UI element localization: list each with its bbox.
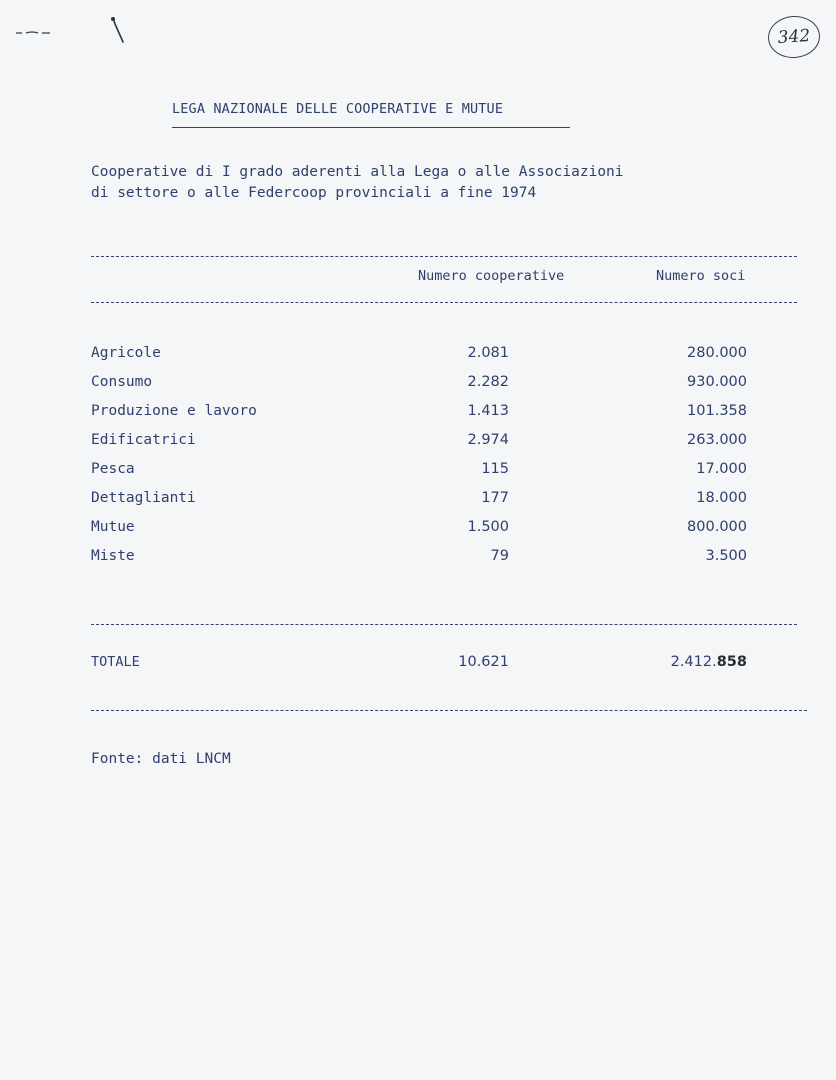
row-soci-count: 263.000 <box>687 432 747 448</box>
row-label: Consumo <box>91 374 153 390</box>
page-number-stamp: 342 <box>767 14 822 60</box>
total-row <box>91 654 791 676</box>
table-row <box>91 403 791 425</box>
total-soci-typed: 2.412. <box>670 654 717 670</box>
row-soci-count: 17.000 <box>696 461 747 477</box>
row-cooperative-count: 2.081 <box>467 345 509 361</box>
row-label: Agricole <box>91 345 161 361</box>
table-row <box>91 374 791 396</box>
row-label: Edificatrici <box>91 432 196 448</box>
row-cooperative-count: 1.413 <box>467 403 509 419</box>
table-row <box>91 548 791 570</box>
header-bottom-rule <box>91 302 797 303</box>
caption-line-2: di settore o alle Federcoop provinciali a fine 1974 <box>91 185 537 201</box>
row-cooperative-count: 177 <box>481 490 509 506</box>
row-label: Pesca <box>91 461 135 477</box>
row-soci-count: 101.358 <box>687 403 747 419</box>
row-cooperative-count: 1.500 <box>467 519 509 535</box>
table-row <box>91 461 791 483</box>
row-cooperative-count: 79 <box>490 548 509 564</box>
total-label: TOTALE <box>91 654 140 670</box>
title-underline <box>172 127 570 128</box>
row-label: Mutue <box>91 519 135 535</box>
column-header-cooperative: Numero cooperative <box>418 268 565 284</box>
source-note: Fonte: dati LNCM <box>91 751 231 767</box>
total-cooperative-count: 10.621 <box>458 654 509 670</box>
row-soci-count: 800.000 <box>687 519 747 535</box>
row-cooperative-count: 115 <box>481 461 509 477</box>
total-top-rule <box>91 624 797 625</box>
row-soci-count: 18.000 <box>696 490 747 506</box>
margin-mark-icon <box>14 30 54 36</box>
total-soci-count <box>671 654 747 670</box>
document-title: LEGA NAZIONALE DELLE COOPERATIVE E MUTUE <box>172 101 504 117</box>
row-cooperative-count: 2.974 <box>467 432 509 448</box>
table-row <box>91 490 791 512</box>
row-soci-count: 930.000 <box>687 374 747 390</box>
column-header-soci: Numero soci <box>656 268 746 284</box>
pen-tick-icon <box>108 14 128 46</box>
table-row <box>91 519 791 541</box>
row-soci-count: 3.500 <box>705 548 747 564</box>
table-row <box>91 432 791 454</box>
table-bottom-rule <box>91 710 807 711</box>
row-label: Miste <box>91 548 135 564</box>
total-soci-handwritten: 858 <box>716 654 747 670</box>
table-top-rule <box>91 256 797 257</box>
row-label: Dettaglianti <box>91 490 196 506</box>
table-caption <box>91 162 624 204</box>
row-label: Produzione e lavoro <box>91 403 257 419</box>
row-cooperative-count: 2.282 <box>467 374 509 390</box>
row-soci-count: 280.000 <box>687 345 747 361</box>
caption-line-1: Cooperative di I grado aderenti alla Lega o alle Associazioni <box>91 164 624 180</box>
table-row <box>91 345 791 367</box>
